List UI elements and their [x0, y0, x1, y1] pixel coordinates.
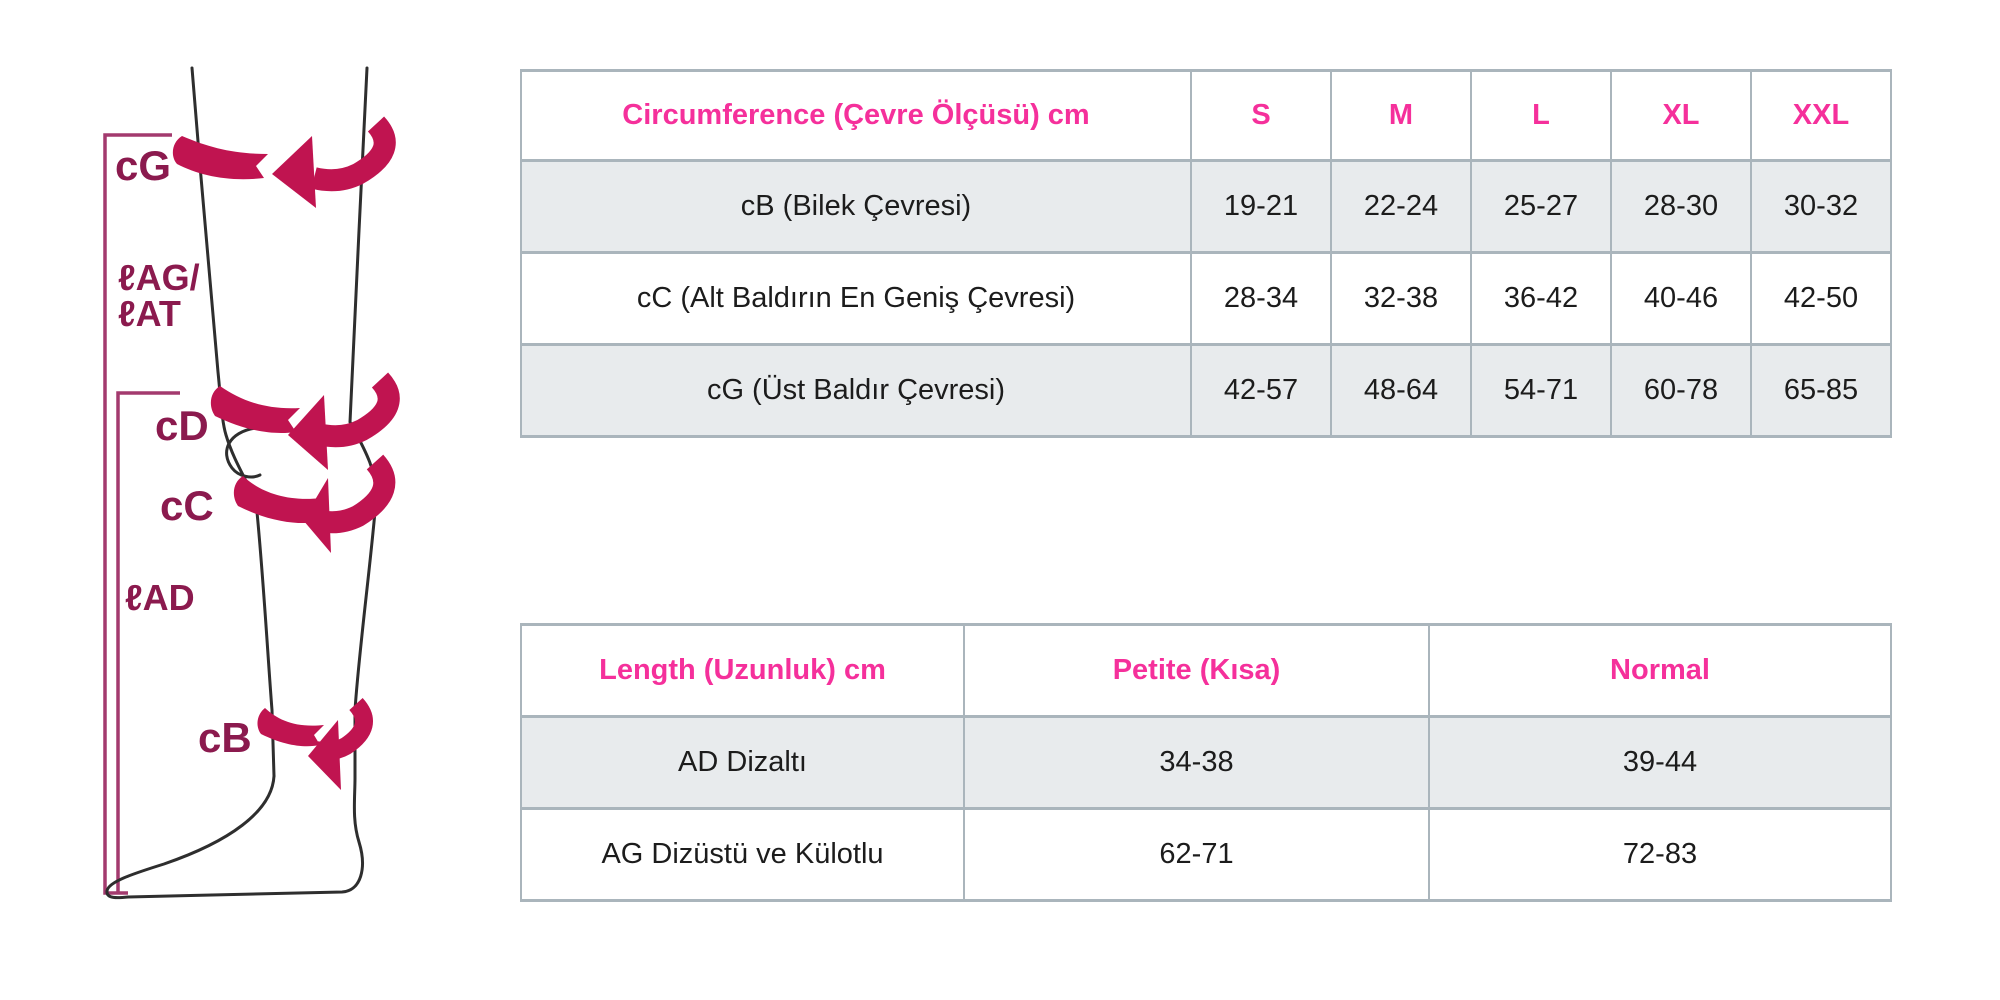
row-label-cell: cB (Bilek Çevresi) — [521, 161, 1191, 253]
row-label-cell: cC (Alt Baldırın En Geniş Çevresi) — [521, 253, 1191, 345]
table-cell: 28-34 — [1191, 253, 1331, 345]
column-header-size-s: S — [1191, 71, 1331, 161]
row-label-cell: cG (Üst Baldır Çevresi) — [521, 345, 1191, 437]
table-row-ag — [521, 809, 1891, 901]
table-row-cg — [521, 345, 1891, 437]
table-cell: 54-71 — [1471, 345, 1611, 437]
table-row-cc — [521, 253, 1891, 345]
table-cell: 60-78 — [1611, 345, 1751, 437]
label-cB: cB — [198, 714, 252, 761]
label-cC: cC — [160, 482, 214, 529]
table-cell: 25-27 — [1471, 161, 1611, 253]
table-cell: 36-42 — [1471, 253, 1611, 345]
table-row-ad — [521, 717, 1891, 809]
table-cell: 62-71 — [964, 809, 1429, 901]
table-cell: 28-30 — [1611, 161, 1751, 253]
label-lAD: ℓAD — [125, 577, 195, 618]
table-cell: 42-57 — [1191, 345, 1331, 437]
table-cell: 40-46 — [1611, 253, 1751, 345]
row-label-cell: AD Dizaltı — [521, 717, 964, 809]
leg-measurement-diagram — [60, 50, 400, 950]
bracket-lAD — [118, 393, 180, 893]
table-cell: 32-38 — [1331, 253, 1471, 345]
table-row-cb — [521, 161, 1891, 253]
column-header-circumference: Circumference (Çevre Ölçüsü) cm — [521, 71, 1191, 161]
label-cD: cD — [155, 402, 209, 449]
table-cell: 65-85 — [1751, 345, 1891, 437]
table-cell: 39-44 — [1429, 717, 1891, 809]
column-header-size-l: L — [1471, 71, 1611, 161]
column-header-size-xl: XL — [1611, 71, 1751, 161]
circumference-table — [520, 69, 1892, 438]
label-cG: cG — [115, 142, 172, 189]
circumference-header-row — [521, 71, 1891, 161]
column-header-length: Length (Uzunluk) cm — [521, 625, 964, 717]
table-cell: 30-32 — [1751, 161, 1891, 253]
table-cell: 34-38 — [964, 717, 1429, 809]
cg-band-arrow-icon — [173, 124, 385, 208]
label-lAT: ℓAT — [118, 293, 181, 334]
table-cell: 72-83 — [1429, 809, 1891, 901]
table-cell: 22-24 — [1331, 161, 1471, 253]
label-lAG: ℓAG/ — [118, 257, 200, 298]
table-cell: 42-50 — [1751, 253, 1891, 345]
length-header-row — [521, 625, 1891, 717]
column-header-size-xxl: XXL — [1751, 71, 1891, 161]
row-label-cell: AG Dizüstü ve Külotlu — [521, 809, 964, 901]
leg-diagram-illustration — [60, 50, 400, 950]
table-cell: 19-21 — [1191, 161, 1331, 253]
column-header-petite: Petite (Kısa) — [964, 625, 1429, 717]
column-header-size-m: M — [1331, 71, 1471, 161]
table-cell: 48-64 — [1331, 345, 1471, 437]
length-table — [520, 623, 1892, 902]
cd-band-arrow-icon — [211, 380, 389, 470]
column-header-normal: Normal — [1429, 625, 1891, 717]
